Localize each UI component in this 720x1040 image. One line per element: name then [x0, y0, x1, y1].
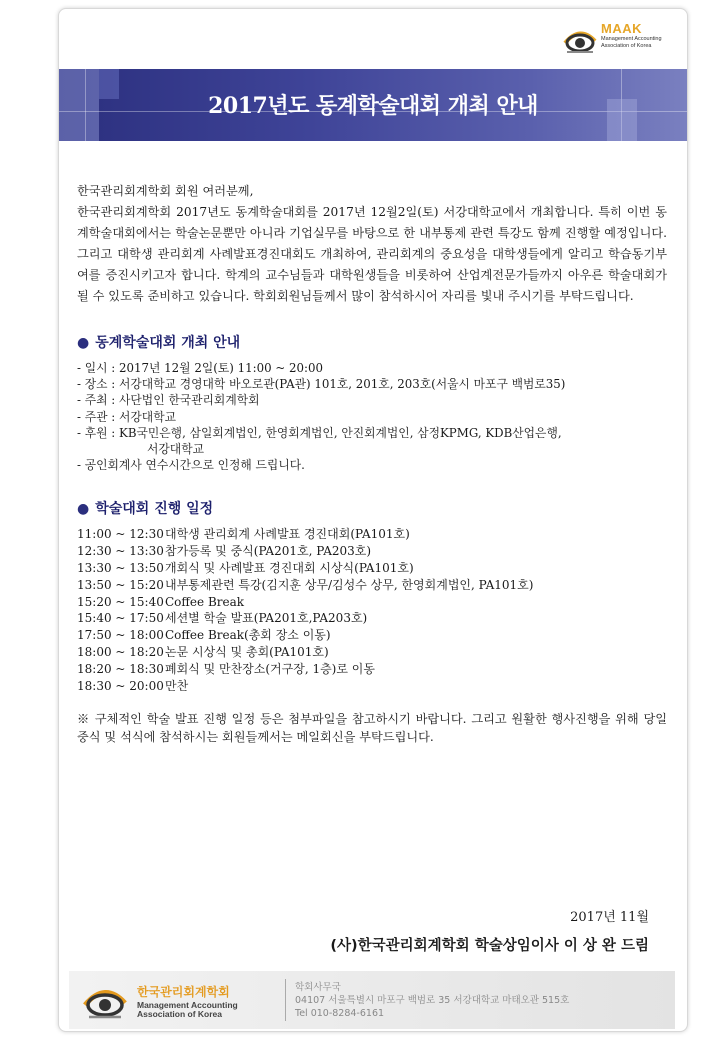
list-item: - 후원 : KB국민은행, 삼일회계법인, 한영회계법인, 안진회계법인, 삼정KPMG, KDB산업은행,	[77, 425, 562, 440]
maak-logo	[561, 19, 671, 61]
notice-note: ※ 구체적인 학술 발표 진행 일정 등은 첨부파일을 참고하시기 바랍니다. 그리고 원활한 행사진행을 위해 당일 중식 및 석식에 참석하시는 회원들께서는 메일회신을 부탁드립니다.	[77, 712, 667, 745]
list-item: 서강대학교	[147, 442, 204, 457]
notice-body	[77, 181, 667, 746]
greeting: 한국관리회계학회 회원 여러분께,	[77, 184, 254, 198]
intro-paragraph	[77, 181, 667, 307]
schedule-row: 18:30 ~ 20:00만찬	[77, 678, 189, 693]
list-item: - 공인회계사 연수시간으로 인정해 드립니다.	[77, 458, 305, 473]
list-item: - 주관 : 서강대학교	[77, 409, 176, 424]
schedule-row: 13:30 ~ 13:50개회식 및 사례발표 경진대회 시상식(PA101호)	[77, 561, 414, 576]
section-schedule-title: ● 학술대회 진행 일정	[77, 501, 214, 518]
section-event-info-title: ● 동계학술대회 개최 안내	[77, 335, 241, 351]
schedule-row: 13:50 ~ 15:20내부통제관련 특강(김지훈 상무/김성수 상무, 한영회계법인, PA101호)	[77, 577, 534, 592]
schedule-row: 12:30 ~ 13:30참가등록 및 중식(PA201호, PA203호)	[77, 544, 372, 559]
title-banner	[59, 69, 687, 141]
page-title: 2017년도 동계학술대회 개최 안내	[208, 93, 538, 119]
list-item: - 주최 : 사단법인 한국관리회계학회	[77, 393, 260, 408]
schedule-row: 15:40 ~ 17:50세션별 학술 발표(PA201호,PA203호)	[77, 611, 368, 626]
schedule-row: 18:20 ~ 18:30폐회식 및 만찬장소(거구장, 1층)로 이동	[77, 661, 375, 676]
schedule-row: 11:00 ~ 12:30대학생 관리회계 사례발표 경진대회(PA101호)	[77, 527, 410, 542]
eye-emblem-icon	[81, 977, 129, 1023]
schedule-row: 18:00 ~ 18:20논문 시상식 및 총회(PA101호)	[77, 645, 329, 659]
schedule-list	[77, 526, 667, 694]
logo-short-text: MAAK	[601, 21, 642, 36]
divider	[285, 979, 286, 1021]
footer	[69, 971, 675, 1029]
schedule-row: 17:50 ~ 18:00Coffee Break(총회 장소 이동)	[77, 628, 331, 643]
footer-address-block	[295, 981, 569, 1020]
list-item: - 일시 : 2017년 12월 2일(토) 11:00 ~ 20:00	[77, 361, 323, 375]
office-address: 04107 서울특별시 마포구 백범로 35 서강대학교 마태오관 515호	[295, 995, 570, 1006]
intro-text: 한국관리회계학회 2017년도 동계학술대회를 2017년 12월2일(토) 서강대학교에서 개최합니다. 특히 이번 동계학술대회에서는 학술논문뿐만 아니라 기업실무를 바탕으로 한 내부통제 관련 특강도 함께 진행할 예정입니다. 그리고 대학생 관리회계 사례발표경진대회도 개최하여, 관리회계의 중요성을 대학생들에게 알리고 학습동기부여를 증진시키고자 합니다. 학계의 교수님들과 대학원생들을 비롯하여 산업계전문가들까지 아우른 학술대회가 될 수 있도록 준비하고 있습니다. 학회회원님들께서 많이 참석하시어 자리를 빛내 주시기를 부탁드립니다.	[77, 205, 667, 303]
footer-org-name-en: Management Accounting Association of Korea	[137, 1000, 238, 1019]
eye-emblem-icon	[561, 19, 599, 59]
signature: (사)한국관리회계학회 학술상임이사 이 상 완 드림	[330, 938, 649, 954]
office-label: 학회사무국	[295, 982, 341, 993]
logo-full-text: Management Accounting Association of Korea	[601, 36, 662, 49]
notice-card	[58, 8, 688, 1032]
footer-org-name: 한국관리회계학회	[137, 985, 230, 999]
schedule-row: 15:20 ~ 15:40Coffee Break	[77, 594, 245, 609]
notice-date: 2017년 11월	[570, 910, 649, 925]
list-item: - 장소 : 서강대학교 경영대학 바오로관(PA관) 101호, 201호, 203호(서울시 마포구 백범로35)	[77, 377, 566, 392]
office-tel: Tel 010-8284-6161	[295, 1008, 385, 1019]
event-info-list	[77, 360, 667, 473]
